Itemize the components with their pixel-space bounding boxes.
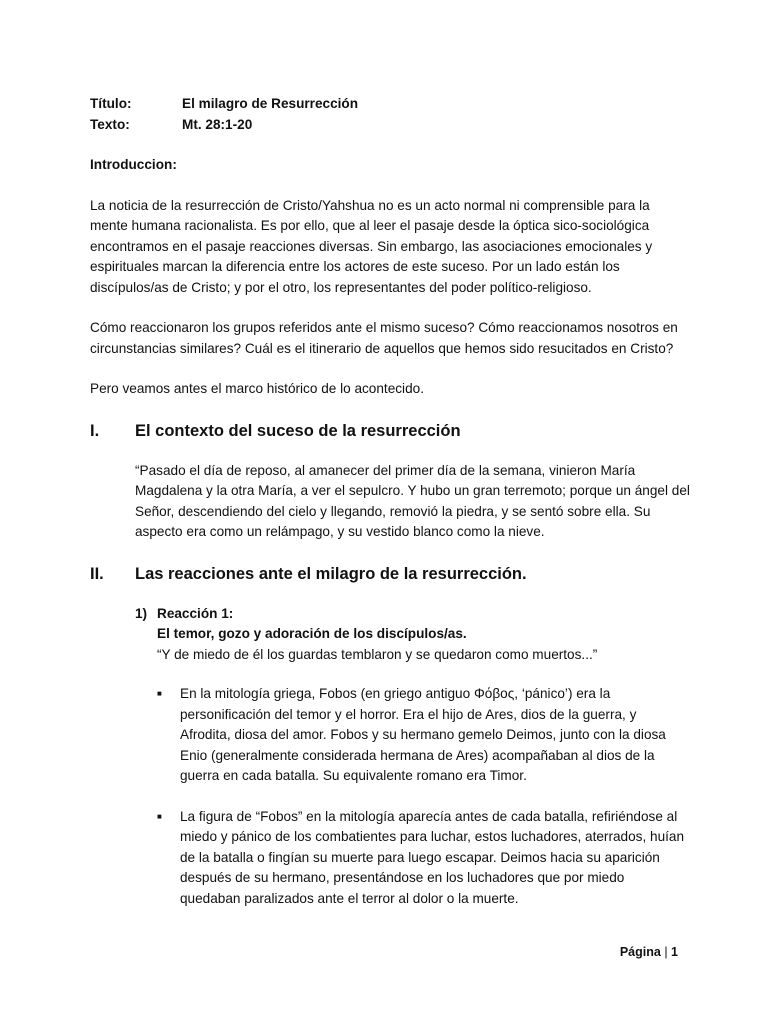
text-row bbox=[90, 115, 690, 136]
title-value: El milagro de Resurrección bbox=[182, 96, 359, 111]
footer-separator: | bbox=[664, 945, 668, 959]
bullet-text-1: En la mitología griega, Fobos (en griego antiguo Φόβος, ‘pánico’) era la personificación del temor y el horror. Era el hijo de Ares, dios de la guerra, y Afrodita, diosa del amor. Fobos y su hermano gemelo Deimos, junto con la diosa Enio (generalmente considerada hermana de Ares) acompañaban al dios de la guerra en cada batalla. Su equivalente romano era Timor. bbox=[180, 686, 666, 783]
reaction-1-label: Reacción 1: bbox=[157, 605, 234, 621]
reaction-1-subtitle: El temor, gozo y adoración de los discípulos/as. bbox=[157, 626, 467, 641]
section-2-heading bbox=[90, 563, 690, 585]
intro-paragraph-1: La noticia de la resurrección de Cristo/Yahshua no es un acto normal ni comprensible para la mente humana racionalista. Es por ello, que al leer el pasaje desde la óptica sico-sociológica encontramos en el pasaje reacciones diversas. Sin embargo, las asociaciones emocionales y espirituales marcan la diferencia entre los actores de este suceso. Por un lado están los discípulos/as de Cristo; y por el otro, los representantes del poder político-religioso. bbox=[90, 197, 653, 295]
intro-paragraph-2: Cómo reaccionaron los grupos referidos ante el mismo suceso? Cómo reaccionamos nosotros en circunstancias similares? Cuál es el itinerario de aquellos que hemos sido resucitados en Cristo? bbox=[90, 320, 678, 356]
reaction-1-number: 1) bbox=[135, 605, 148, 621]
footer-page-number: 1 bbox=[671, 945, 678, 959]
title-label: Título: bbox=[90, 96, 132, 111]
page-footer bbox=[620, 942, 678, 963]
reaction-1-quote: “Y de miedo de él los guardas temblaron y se quedaron como muertos...” bbox=[157, 646, 598, 662]
bullet-text-2: La figura de “Fobos” en la mitología aparecía antes de cada batalla, refiriéndose al miedo y pánico de los combatientes para luchar, estos luchadores, aterrados, huían de la batalla o fingían su muerte para luego escapar. Deimos hacia su aparición después de su hermano, presentándose en los luchadores que por miedo quedaban paralizados ante el terror al dolor o la muerte. bbox=[180, 808, 685, 906]
section-1-quote: “Pasado el día de reposo, al amanecer del primer día de la semana, vinieron María Magdalena y la otra María, a ver el sepulcro. Y hubo un gran terremoto; porque un ángel del Señor, descendiendo del cielo y llegando, removió la piedra, y se sentó sobre ella. Su aspecto era como un relámpago, y su vestido blanco como la nieve. bbox=[135, 462, 690, 539]
title-row bbox=[90, 94, 690, 115]
list-item bbox=[157, 807, 690, 910]
text-label: Texto: bbox=[90, 116, 130, 132]
footer-page-label: Página bbox=[619, 945, 661, 959]
intro-paragraph-3: Pero veamos antes el marco histórico de lo acontecido. bbox=[90, 381, 424, 396]
reaction-1-header bbox=[135, 604, 690, 666]
intro-heading: Introduccion: bbox=[90, 157, 177, 172]
text-value: Mt. 28:1-20 bbox=[182, 116, 253, 132]
list-item bbox=[157, 684, 690, 787]
section-1-title: El contexto del suceso de la resurrección bbox=[135, 421, 461, 440]
bullet-square-icon: ■ bbox=[157, 689, 162, 698]
section-1-number: I. bbox=[90, 421, 100, 440]
bullet-square-icon: ■ bbox=[157, 811, 162, 821]
section-1-heading bbox=[90, 420, 690, 442]
document-page bbox=[90, 94, 690, 909]
section-2-title: Las reacciones ante el milagro de la resurrección. bbox=[135, 564, 527, 583]
section-2-number: II. bbox=[90, 564, 104, 583]
